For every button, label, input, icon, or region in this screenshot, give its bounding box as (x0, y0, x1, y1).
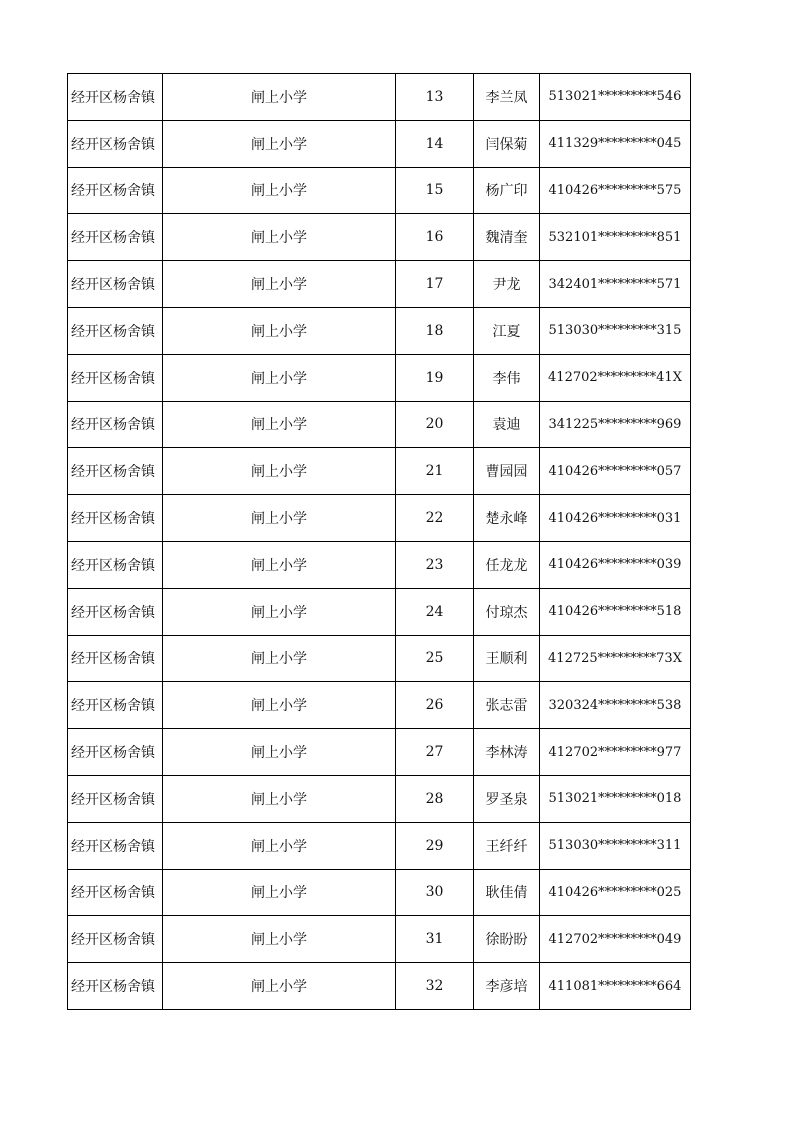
area-cell: 经开区杨舍镇 (68, 214, 163, 261)
table-row (68, 261, 691, 308)
name-cell: 李伟 (474, 354, 540, 401)
school-cell: 闸上小学 (163, 448, 396, 495)
school-cell: 闸上小学 (163, 822, 396, 869)
number-cell: 19 (396, 354, 474, 401)
name-cell: 徐盼盼 (474, 916, 540, 963)
number-cell: 26 (396, 682, 474, 729)
school-cell: 闸上小学 (163, 916, 396, 963)
number-cell: 15 (396, 167, 474, 214)
name-cell: 李林涛 (474, 729, 540, 776)
name-cell: 李彦培 (474, 963, 540, 1010)
table-row (68, 120, 691, 167)
school-cell: 闸上小学 (163, 495, 396, 542)
id-number-cell: 513030*********315 (540, 307, 691, 354)
table-row (68, 588, 691, 635)
school-cell: 闸上小学 (163, 214, 396, 261)
table-row (68, 167, 691, 214)
number-cell: 28 (396, 775, 474, 822)
id-number-cell: 320324*********538 (540, 682, 691, 729)
school-cell: 闸上小学 (163, 541, 396, 588)
number-cell: 17 (396, 261, 474, 308)
name-cell: 魏清奎 (474, 214, 540, 261)
roster-table (67, 73, 691, 1010)
number-cell: 29 (396, 822, 474, 869)
id-number-cell: 410426*********575 (540, 167, 691, 214)
table-row (68, 541, 691, 588)
id-number-cell: 342401*********571 (540, 261, 691, 308)
id-number-cell: 412702*********977 (540, 729, 691, 776)
name-cell: 曹园园 (474, 448, 540, 495)
id-number-cell: 411081*********664 (540, 963, 691, 1010)
name-cell: 耿佳倩 (474, 869, 540, 916)
id-number-cell: 341225*********969 (540, 401, 691, 448)
id-number-cell: 410426*********057 (540, 448, 691, 495)
table-row (68, 214, 691, 261)
number-cell: 31 (396, 916, 474, 963)
id-number-cell: 410426*********031 (540, 495, 691, 542)
table-row (68, 916, 691, 963)
id-number-cell: 411329*********045 (540, 120, 691, 167)
area-cell: 经开区杨舍镇 (68, 916, 163, 963)
school-cell: 闸上小学 (163, 261, 396, 308)
name-cell: 袁迪 (474, 401, 540, 448)
name-cell: 李兰凤 (474, 74, 540, 121)
school-cell: 闸上小学 (163, 588, 396, 635)
area-cell: 经开区杨舍镇 (68, 869, 163, 916)
id-number-cell: 412702*********049 (540, 916, 691, 963)
id-number-cell: 412725*********73X (540, 635, 691, 682)
number-cell: 30 (396, 869, 474, 916)
table-row (68, 448, 691, 495)
school-cell: 闸上小学 (163, 167, 396, 214)
area-cell: 经开区杨舍镇 (68, 448, 163, 495)
number-cell: 25 (396, 635, 474, 682)
area-cell: 经开区杨舍镇 (68, 354, 163, 401)
name-cell: 闫保菊 (474, 120, 540, 167)
id-number-cell: 532101*********851 (540, 214, 691, 261)
number-cell: 23 (396, 541, 474, 588)
table-row (68, 869, 691, 916)
area-cell: 经开区杨舍镇 (68, 307, 163, 354)
area-cell: 经开区杨舍镇 (68, 167, 163, 214)
area-cell: 经开区杨舍镇 (68, 775, 163, 822)
table-row (68, 635, 691, 682)
name-cell: 张志雷 (474, 682, 540, 729)
name-cell: 江夏 (474, 307, 540, 354)
school-cell: 闸上小学 (163, 682, 396, 729)
table-row (68, 495, 691, 542)
number-cell: 14 (396, 120, 474, 167)
id-number-cell: 410426*********025 (540, 869, 691, 916)
id-number-cell: 412702*********41X (540, 354, 691, 401)
number-cell: 18 (396, 307, 474, 354)
area-cell: 经开区杨舍镇 (68, 495, 163, 542)
table-row (68, 775, 691, 822)
roster-sheet (67, 73, 690, 1010)
table-row (68, 354, 691, 401)
number-cell: 27 (396, 729, 474, 776)
school-cell: 闸上小学 (163, 354, 396, 401)
roster-table-body (68, 74, 691, 1010)
name-cell: 任龙龙 (474, 541, 540, 588)
name-cell: 尹龙 (474, 261, 540, 308)
table-row (68, 682, 691, 729)
number-cell: 32 (396, 963, 474, 1010)
table-row (68, 822, 691, 869)
id-number-cell: 410426*********039 (540, 541, 691, 588)
name-cell: 王纤纤 (474, 822, 540, 869)
area-cell: 经开区杨舍镇 (68, 588, 163, 635)
id-number-cell: 410426*********518 (540, 588, 691, 635)
area-cell: 经开区杨舍镇 (68, 682, 163, 729)
area-cell: 经开区杨舍镇 (68, 729, 163, 776)
name-cell: 付琼杰 (474, 588, 540, 635)
number-cell: 24 (396, 588, 474, 635)
school-cell: 闸上小学 (163, 775, 396, 822)
school-cell: 闸上小学 (163, 729, 396, 776)
name-cell: 杨广印 (474, 167, 540, 214)
number-cell: 16 (396, 214, 474, 261)
name-cell: 罗圣泉 (474, 775, 540, 822)
id-number-cell: 513030*********311 (540, 822, 691, 869)
number-cell: 13 (396, 74, 474, 121)
name-cell: 王顺利 (474, 635, 540, 682)
area-cell: 经开区杨舍镇 (68, 963, 163, 1010)
number-cell: 20 (396, 401, 474, 448)
table-row (68, 729, 691, 776)
area-cell: 经开区杨舍镇 (68, 261, 163, 308)
table-row (68, 307, 691, 354)
name-cell: 楚永峰 (474, 495, 540, 542)
number-cell: 22 (396, 495, 474, 542)
school-cell: 闸上小学 (163, 307, 396, 354)
school-cell: 闸上小学 (163, 401, 396, 448)
area-cell: 经开区杨舍镇 (68, 635, 163, 682)
school-cell: 闸上小学 (163, 869, 396, 916)
area-cell: 经开区杨舍镇 (68, 401, 163, 448)
id-number-cell: 513021*********546 (540, 74, 691, 121)
number-cell: 21 (396, 448, 474, 495)
school-cell: 闸上小学 (163, 74, 396, 121)
table-row (68, 963, 691, 1010)
school-cell: 闸上小学 (163, 963, 396, 1010)
id-number-cell: 513021*********018 (540, 775, 691, 822)
area-cell: 经开区杨舍镇 (68, 822, 163, 869)
school-cell: 闸上小学 (163, 120, 396, 167)
table-row (68, 401, 691, 448)
area-cell: 经开区杨舍镇 (68, 74, 163, 121)
area-cell: 经开区杨舍镇 (68, 120, 163, 167)
table-row (68, 74, 691, 121)
school-cell: 闸上小学 (163, 635, 396, 682)
area-cell: 经开区杨舍镇 (68, 541, 163, 588)
